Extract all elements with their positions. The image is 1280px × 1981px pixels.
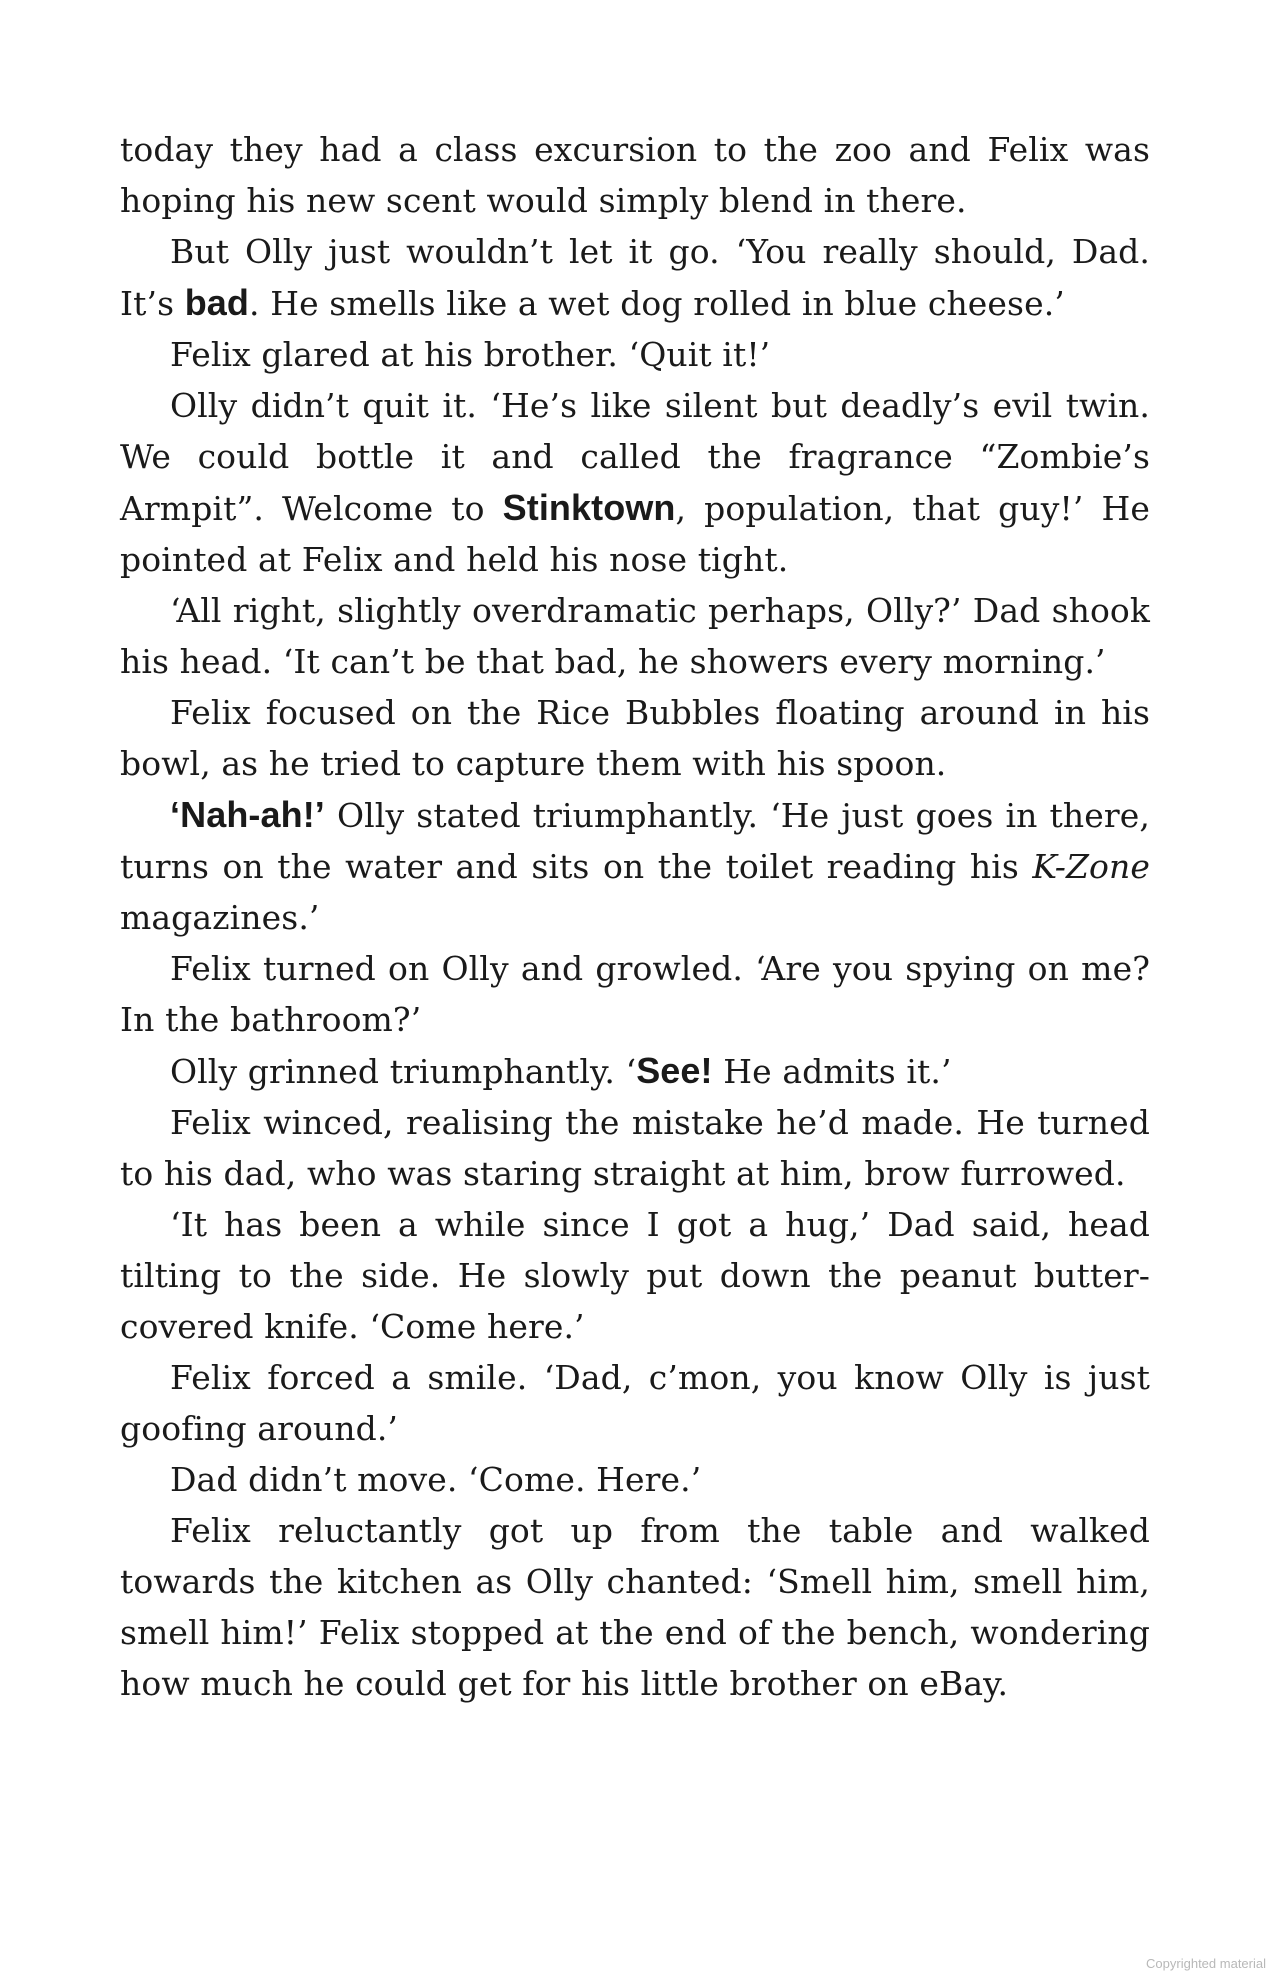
paragraph	[120, 1352, 1150, 1454]
paragraph	[120, 380, 1150, 585]
paragraph-text: Olly stated triumphantly. ‘He just goes in there, turns on the water and sits on the toilet reading his	[120, 796, 1150, 886]
paragraph-text: Felix winced, realising the mistake he’d made. He turned to his dad, who was staring straight at him, brow furrowed.	[120, 1103, 1150, 1193]
paragraph-text: Olly didn’t quit it. ‘He’s like silent but deadly’s evil twin. We could bottle it and called the fragrance “Zombie’s Armpit”. Welcome to	[120, 386, 1150, 528]
paragraph-text: today they had a class excursion to the zoo and Felix was hoping his new scent would simply blend in there.	[120, 130, 1150, 220]
paragraph-text: Dad didn’t move. ‘Come. Here.’	[170, 1460, 702, 1499]
paragraph	[120, 585, 1150, 687]
paragraph	[120, 1199, 1150, 1352]
emphasis-word: ‘Nah-ah!’	[170, 794, 325, 835]
emphasis-word: Stinktown	[502, 487, 676, 528]
book-page-body	[120, 124, 1150, 1709]
paragraph-text: He admits it.’	[712, 1052, 952, 1091]
emphasis-word: See!	[636, 1050, 713, 1091]
paragraph	[120, 789, 1150, 943]
paragraph-text: Felix reluctantly got up from the table and walked towards the kitchen as Olly chanted: ‘Smell him, smell him, smell him!’ Felix stopped at the end of the bench, wondering how much he could get for his little brother on eBay.	[120, 1511, 1150, 1703]
paragraph-text: ‘All right, slightly overdramatic perhaps, Olly?’ Dad shook his head. ‘It can’t be that bad, he showers every morning.’	[120, 591, 1150, 681]
paragraph	[120, 943, 1150, 1045]
paragraph-text: Felix turned on Olly and growled. ‘Are you spying on me? In the bathroom?’	[120, 949, 1150, 1039]
paragraph-text: Felix focused on the Rice Bubbles floating around in his bowl, as he tried to capture them with his spoon.	[120, 693, 1150, 783]
paragraph	[120, 1505, 1150, 1709]
emphasis-word: bad	[184, 282, 250, 323]
paragraph	[120, 226, 1150, 329]
paragraph-text: magazines.’	[120, 898, 320, 937]
paragraph-text: . He smells like a wet dog rolled in blue cheese.’	[249, 284, 1065, 323]
paragraph-text: Felix forced a smile. ‘Dad, c’mon, you know Olly is just goofing around.’	[120, 1358, 1150, 1448]
paragraph	[120, 329, 1150, 380]
magazine-title: K-Zone	[1032, 847, 1150, 886]
paragraph	[120, 1097, 1150, 1199]
copyright-watermark: Copyrighted material	[1146, 1956, 1266, 1971]
paragraph-text: Felix glared at his brother. ‘Quit it!’	[170, 335, 771, 374]
paragraph-text: But Olly just wouldn’t let it go. ‘You really should, Dad. It’s	[120, 232, 1150, 323]
paragraph-text: ‘It has been a while since I got a hug,’ Dad said, head tilting to the side. He slowly put down the peanut butter-covered knife. ‘Come here.’	[120, 1205, 1150, 1346]
paragraph-text: , population, that guy!’ He pointed at Felix and held his nose tight.	[120, 489, 1150, 579]
paragraph	[120, 687, 1150, 789]
paragraph	[120, 1045, 1150, 1097]
paragraph	[120, 124, 1150, 226]
paragraph-text: Olly grinned triumphantly. ‘	[170, 1052, 637, 1091]
paragraph	[120, 1454, 1150, 1505]
